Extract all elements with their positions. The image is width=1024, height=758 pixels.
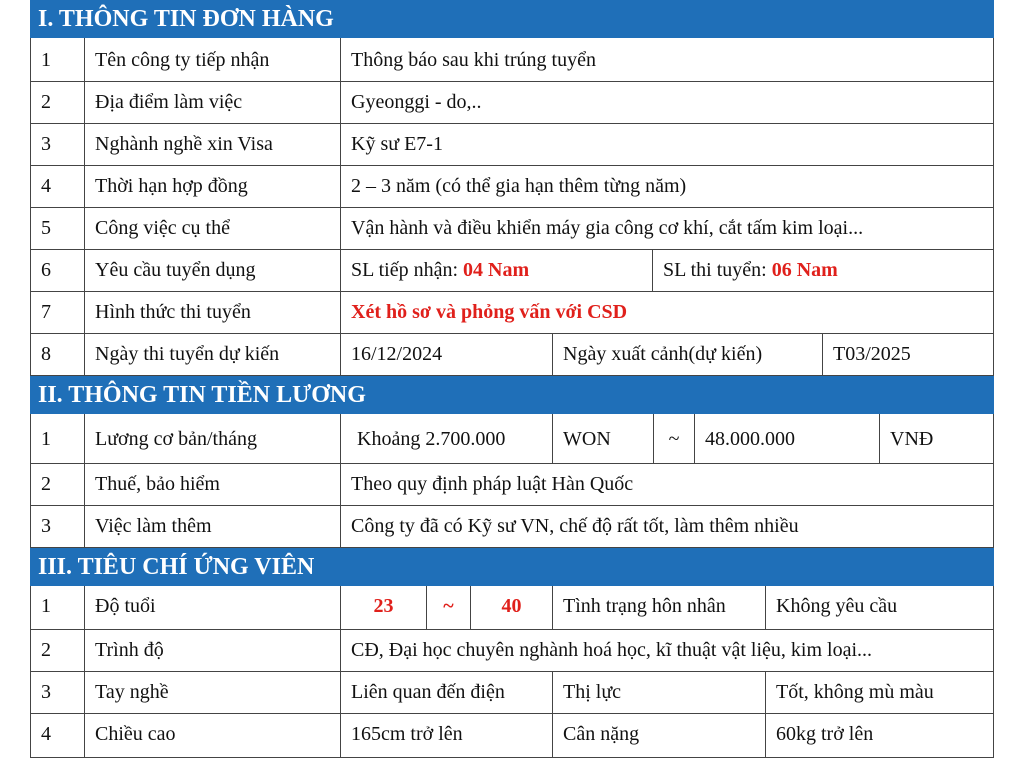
row-number: 7 <box>30 292 85 334</box>
salary-vnd-currency: VNĐ <box>880 414 994 464</box>
row-number: 2 <box>30 82 85 124</box>
row-number: 4 <box>30 714 85 758</box>
weight-label: Cân nặng <box>553 714 766 758</box>
row-label: Việc làm thêm <box>85 506 341 548</box>
row-label: Ngày thi tuyển dự kiến <box>85 334 341 376</box>
row-number: 2 <box>30 464 85 506</box>
exam-quantity-cell <box>653 250 994 292</box>
row-number: 4 <box>30 166 85 208</box>
row-number: 3 <box>30 672 85 714</box>
age-tilde: ~ <box>427 586 471 630</box>
row-value: Thông báo sau khi trúng tuyển <box>341 38 994 82</box>
row-value: Kỹ sư E7-1 <box>341 124 994 166</box>
receive-quantity-cell <box>341 250 653 292</box>
row-label: Nghành nghề xin Visa <box>85 124 341 166</box>
section-candidate-criteria-header: III. TIÊU CHÍ ỨNG VIÊN <box>30 548 994 586</box>
row-label: Tay nghề <box>85 672 341 714</box>
age-min: 23 <box>341 586 427 630</box>
exam-quantity-value: 06 Nam <box>771 259 838 281</box>
exam-date: 16/12/2024 <box>341 334 553 376</box>
row-label: Độ tuổi <box>85 586 341 630</box>
marital-status-value: Không yêu cầu <box>766 586 994 630</box>
row-label: Công việc cụ thể <box>85 208 341 250</box>
row-label: Trình độ <box>85 630 341 672</box>
receive-quantity-value: 04 Nam <box>463 259 530 281</box>
row-label: Địa điểm làm việc <box>85 82 341 124</box>
vision-label: Thị lực <box>553 672 766 714</box>
row-number: 6 <box>30 250 85 292</box>
section-order-info-header: I. THÔNG TIN ĐƠN HÀNG <box>30 0 994 38</box>
row-number: 1 <box>30 414 85 464</box>
section-salary-header: II. THÔNG TIN TIỀN LƯƠNG <box>30 376 994 414</box>
row-number: 1 <box>30 586 85 630</box>
row-label: Yêu cầu tuyển dụng <box>85 250 341 292</box>
row-value: 2 – 3 năm (có thể gia hạn thêm từng năm) <box>341 166 994 208</box>
salary-tilde: ~ <box>654 414 695 464</box>
row-label: Tên công ty tiếp nhận <box>85 38 341 82</box>
row-value: CĐ, Đại học chuyên nghành hoá học, kĩ thuật vật liệu, kim loại... <box>341 630 994 672</box>
row-label: Thuế, bảo hiểm <box>85 464 341 506</box>
height-value: 165cm trở lên <box>341 714 553 758</box>
row-value: Theo quy định pháp luật Hàn Quốc <box>341 464 994 506</box>
marital-status-label: Tình trạng hôn nhân <box>553 586 766 630</box>
vision-value: Tốt, không mù màu <box>766 672 994 714</box>
row-number: 8 <box>30 334 85 376</box>
salary-won-currency: WON <box>553 414 654 464</box>
row-number: 2 <box>30 630 85 672</box>
row-label: Chiều cao <box>85 714 341 758</box>
weight-value: 60kg trở lên <box>766 714 994 758</box>
row-number: 3 <box>30 124 85 166</box>
exam-method-value: Xét hồ sơ và phỏng vấn với CSD <box>341 292 994 334</box>
row-label: Thời hạn hợp đồng <box>85 166 341 208</box>
exit-date-label: Ngày xuất cảnh(dự kiến) <box>553 334 823 376</box>
row-number: 1 <box>30 38 85 82</box>
row-value: Công ty đã có Kỹ sư VN, chế độ rất tốt, làm thêm nhiều <box>341 506 994 548</box>
exam-quantity-label: SL thi tuyển: <box>663 259 772 281</box>
receive-quantity-label: SL tiếp nhận: <box>351 259 464 281</box>
row-value: Vận hành và điều khiển máy gia công cơ khí, cắt tấm kim loại... <box>341 208 994 250</box>
salary-vnd-amount: 48.000.000 <box>695 414 880 464</box>
row-number: 5 <box>30 208 85 250</box>
exit-date-value: T03/2025 <box>823 334 994 376</box>
row-number: 3 <box>30 506 85 548</box>
row-label: Lương cơ bản/tháng <box>85 414 341 464</box>
salary-won-amount: Khoảng 2.700.000 <box>341 414 553 464</box>
row-label: Hình thức thi tuyển <box>85 292 341 334</box>
age-max: 40 <box>471 586 553 630</box>
skill-value: Liên quan đến điện <box>341 672 553 714</box>
row-value: Gyeonggi - do,.. <box>341 82 994 124</box>
